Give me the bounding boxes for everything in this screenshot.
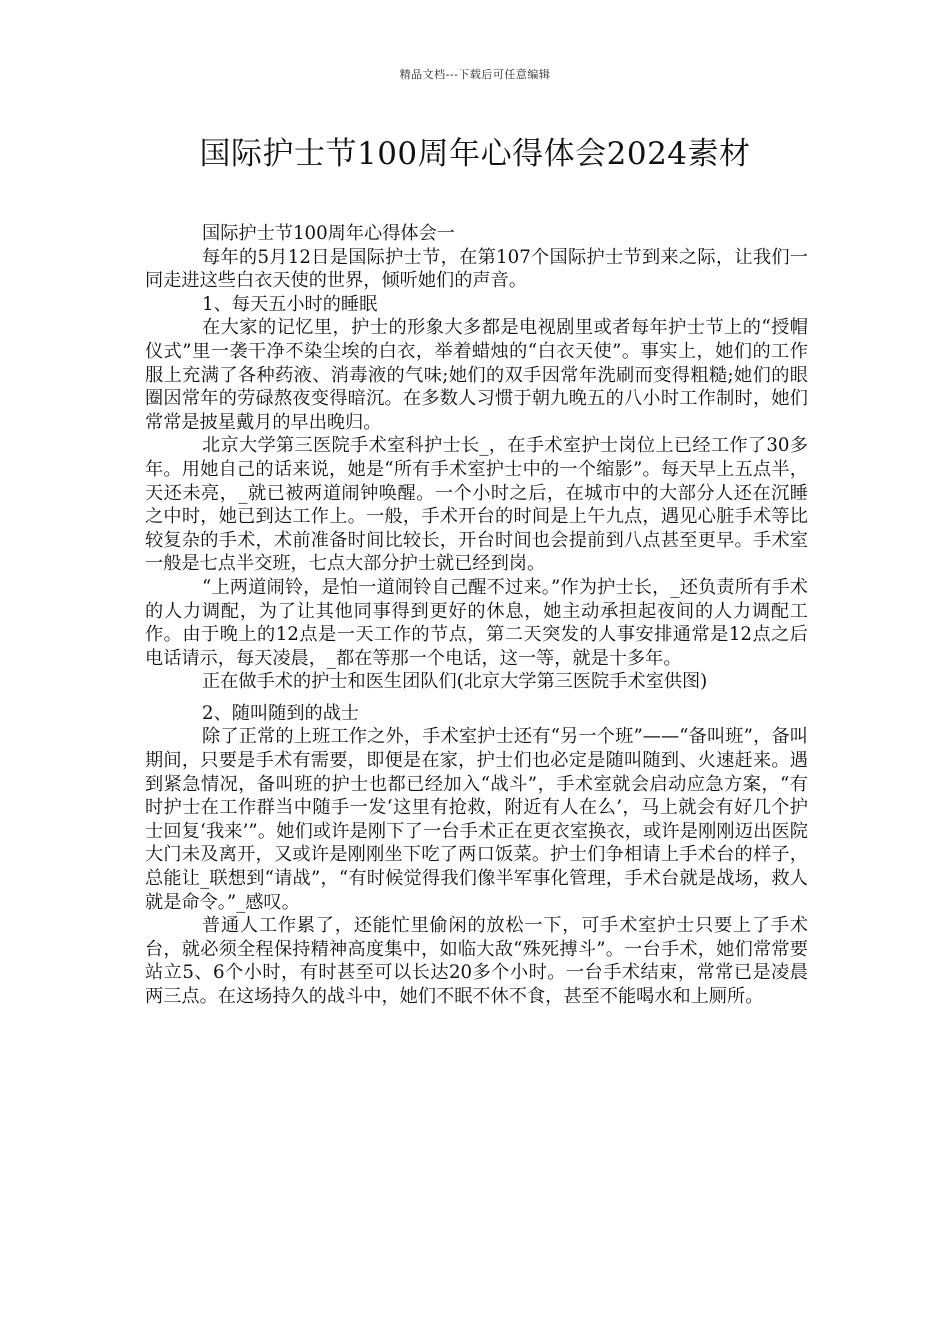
- subsection-heading: 2、随叫随到的战士: [202, 702, 360, 724]
- paragraph: 普通人工作累了，还能忙里偷闲的放松一下，可手术室护士只要上了手术台，就必须全程保持精神高度集中，如临大敌“殊死搏斗”。一台手术，她们常常要站立5、6个小时，有时甚至可以长达20多个小时。一台手术结束，常常已是凌晨两三点。在这场持久的战斗中，她们不眠不休不食，甚至不能喝水和上厕所。: [145, 915, 808, 1007]
- document-body: [145, 222, 808, 1009]
- paragraph: 在大家的记忆里，护士的形象大多都是电视剧里或者每年护士节上的“授帽仪式”里一袭干净不染尘埃的白衣，举着蜡烛的“白衣天使”。事实上，她们的工作服上充满了各种药液、消毒液的气味;她们的双手因常年洗刷而变得粗糙;她们的眼圈因常年的劳碌熬夜变得暗沉。在多数人习惯于朝九晚五的八小时工作制时，她们常常是披星戴月的早出晚归。: [145, 317, 808, 433]
- subsection-heading: 1、每天五小时的睡眠: [202, 293, 378, 315]
- paragraph: “上两道闹铃，是怕一道闹铃自己醒不过来。”作为护士长，_还负责所有手术的人力调配，为了让其他同事得到更好的休息，她主动承担起夜间的人力调配工作。由于晚上的12点是一天工作的节点，第二天突发的人事安排通常是12点之后电话请示，每天凌晨，_都在等那一个电话，这一等，就是十多年。: [145, 576, 808, 669]
- section-heading: 国际护士节100周年心得体会一: [202, 223, 455, 244]
- photo-caption: 正在做手术的护士和医生团队们(北京大学第三医院手术室供图): [202, 671, 708, 693]
- paragraph: 除了正常的上班工作之外，手术室护士还有“另一个班”——“备叫班”，备叫期间，只要是手术有需要，即便是在家，护士们也必定是随叫随到、火速赶来。遇到紧急情况，备叫班的护士也都已经加入“战斗”，手术室就会启动应急方案，“有时护士在工作群当中随手一发‘这里有抢救，附近有人在么’，马上就会有好几个护士回复‘我来’”。她们或许是刚下了一台手术正在更衣室换衣，或许是刚刚迈出医院大门未及离开，又或许是刚刚坐下吃了两口饭菜。护士们争相请上手术台的样子，总能让_联想到“请战”，“有时候觉得我们像半军事化管理，手术台就是战场，救人就是命令。”_感叹。: [145, 726, 808, 913]
- paragraph: 北京大学第三医院手术室科护士长_，在手术室护士岗位上已经工作了30多年。用她自己的话来说，她是“所有手术室护士中的一个缩影”。每天早上五点半，天还未亮，_就已被两道闹钟唤醒。一个小时之后，在城市中的大部分人还在沉睡之中时，她已到达工作上。一般，手术开台的时间是上午九点，遇见心脏手术等比较复杂的手术，术前准备时间比较长，开台时间也会提前到八点甚至更早。手术室一般是七点半交班，七点大部分护士就已经到岗。: [145, 435, 808, 575]
- paragraph: 每年的5月12日是国际护士节，在第107个国际护士节到来之际，让我们一同走进这些白衣天使的世界，倾听她们的声音。: [145, 246, 808, 292]
- document-title: 国际护士节100周年心得体会2024素材: [199, 136, 751, 172]
- header-note: 精品文档---下载后可任意编辑: [399, 68, 551, 81]
